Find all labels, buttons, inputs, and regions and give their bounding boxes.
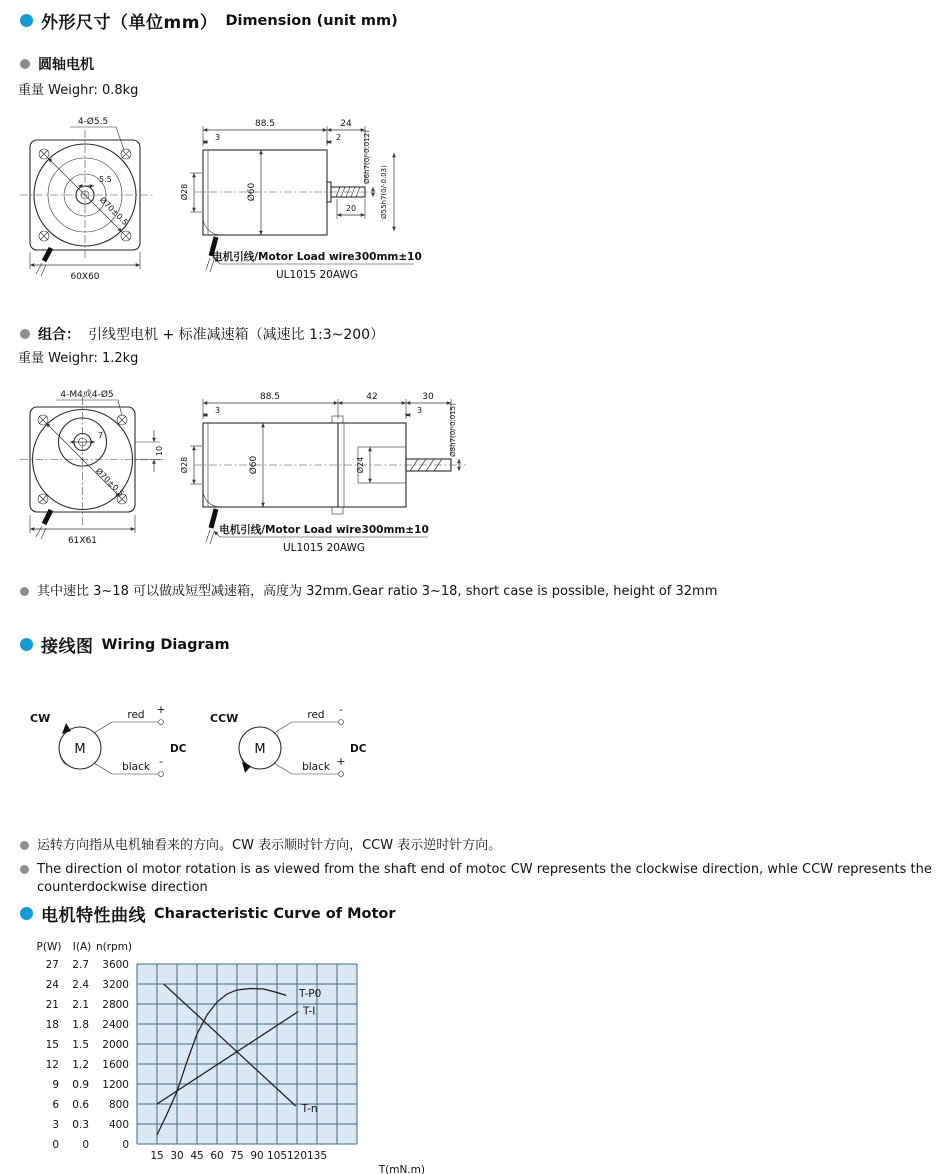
scale-value-i: 1.5: [72, 1039, 89, 1051]
dc-label: DC: [350, 743, 367, 755]
rotation-note-en-text: The direction ol motor rotation is as viewed from the shaft end of motoc CW represents the clockwise direction, whle CCW represents the counterdockwise direction: [37, 862, 932, 895]
motor-symbol: M: [254, 742, 266, 757]
scale-header: I(A): [72, 941, 92, 953]
lead-wire-label-en: UL1015 20AWG: [282, 542, 366, 554]
wiring-cw: [30, 703, 187, 777]
lead-wire-label-zh: 电机引线/Motor Load wire300mm±10: [219, 524, 429, 536]
scale-value-n: 0: [122, 1139, 129, 1151]
combination-subheader: [20, 324, 384, 344]
motor2-front-view: [20, 388, 166, 546]
dim-offset: 5.5: [99, 175, 112, 184]
motor1-side-view: [179, 119, 422, 281]
terminal-sign: -: [339, 703, 343, 716]
ccw-label: CCW: [210, 712, 239, 725]
section-curve-header: [20, 901, 396, 926]
round-shaft-motor-drawing: [18, 112, 428, 297]
motor2-weight: 重量 Weighr: 1.2kg: [18, 351, 139, 366]
rotation-note-en: [20, 861, 940, 896]
dim-square: 60X60: [70, 272, 100, 282]
characteristic-curve-chart: [25, 929, 445, 1174]
gear-ratio-note-text: 其中速比 3~18 可以做成短型减速箱，高度为 32mm.Gear ratio 3~18, short case is possible, height of 32mm: [37, 584, 718, 599]
dim-body-length: 88.5: [259, 392, 281, 402]
scale-value-n: 2000: [102, 1039, 129, 1051]
scale-value-i: 0.9: [72, 1079, 89, 1091]
gray-bullet-icon: [20, 59, 30, 69]
section-title-zh: 接线图: [41, 637, 94, 657]
motor1-front-view: [20, 116, 154, 282]
dim-shaft-length: 30: [422, 392, 434, 402]
x-axis-label: T(mN.m): [378, 1164, 425, 1174]
chart-plot-area: [137, 964, 357, 1144]
dim-lip-right: 3: [417, 406, 423, 415]
dim-lip: 3: [215, 133, 221, 142]
wiring-ccw: [210, 703, 367, 777]
cw-label: CW: [30, 712, 51, 725]
combination-label-rest: 引线型电机 + 标准减速箱（减速比 1:3~200）: [88, 327, 385, 343]
dc-label: DC: [170, 743, 187, 755]
blue-bullet-icon: [20, 638, 33, 651]
scale-value-i: 2.1: [72, 999, 89, 1011]
dim-square: 61X61: [67, 536, 98, 546]
scale-value-i: 0: [82, 1139, 89, 1151]
dim-pilot-tolerance: Ø55h7(0/-0.03): [380, 165, 388, 219]
series-label-T-I: T-I: [303, 1005, 316, 1018]
wiring-diagram: [15, 695, 405, 807]
scale-value-n: 2400: [102, 1019, 129, 1031]
dim-flat-length: 20: [345, 204, 357, 213]
gear-ratio-note: [20, 583, 930, 601]
terminal: [339, 720, 344, 725]
terminal: [159, 720, 164, 725]
round-shaft-motor-label: 圆轴电机: [38, 57, 94, 73]
dim-bolt-holes: 4-M4或4-Ø5: [60, 390, 114, 400]
dim-step: 2: [336, 133, 342, 142]
dim-body-length: 88.5: [254, 119, 276, 129]
terminal: [159, 772, 164, 777]
gray-bullet-icon: [20, 587, 29, 596]
x-tick: 60: [210, 1150, 224, 1162]
x-tick: 90: [250, 1150, 264, 1162]
dim-body-diameter: Ø60: [247, 182, 257, 202]
round-shaft-motor-subheader: [20, 54, 94, 74]
scale-value-n: 800: [108, 1099, 129, 1111]
dim-rear-diameter: Ø28: [180, 183, 189, 201]
rotation-note-zh-text: 运转方向指从电机轴看来的方向。CW 表示顺时针方向，CCW 表示逆时针方向。: [37, 838, 502, 853]
dim-lip-left: 3: [215, 406, 221, 415]
scale-value-n: 2800: [102, 999, 129, 1011]
scale-value-i: 2.7: [72, 959, 89, 971]
scale-value-n: 1200: [102, 1079, 129, 1091]
dim-output-hub-diameter: Ø24: [356, 456, 365, 474]
scale-value-i: 0.6: [72, 1099, 89, 1111]
scale-value-p: 15: [45, 1039, 59, 1051]
motor2-side-view: [179, 392, 466, 554]
red-wire-label: red: [307, 709, 325, 721]
scale-value-p: 21: [45, 999, 59, 1011]
scale-value-p: 3: [52, 1119, 59, 1131]
section-title-en: Characteristic Curve of Motor: [154, 905, 396, 922]
terminal-sign: +: [156, 703, 166, 716]
terminal-sign: +: [336, 755, 346, 768]
section-wiring-header: [20, 632, 230, 657]
red-wire-label: red: [127, 709, 145, 721]
scale-value-i: 1.2: [72, 1059, 89, 1071]
section-dimension-header: [20, 8, 398, 33]
x-tick: 120: [286, 1150, 308, 1162]
combination-label-bold: 组合：: [38, 327, 80, 343]
scale-value-p: 0: [52, 1139, 59, 1151]
series-label-T-n: T-n: [301, 1103, 318, 1115]
series-label-T-P0: T-P0: [299, 988, 322, 1000]
x-tick: 15: [150, 1150, 164, 1162]
scale-value-p: 24: [45, 979, 59, 991]
scale-header: P(W): [36, 941, 62, 953]
dim-rear-diameter: Ø28: [180, 456, 189, 474]
dim-body-diameter: Ø60: [249, 455, 259, 475]
scale-value-p: 18: [45, 1019, 59, 1031]
x-tick: 105: [266, 1150, 288, 1162]
scale-value-i: 0.3: [72, 1119, 89, 1131]
lead-wire: [211, 509, 216, 528]
black-wire-label: black: [302, 761, 330, 773]
gray-bullet-icon: [20, 841, 29, 850]
rotation-arrowhead: [62, 723, 71, 734]
scale-header: n(rpm): [95, 941, 133, 953]
scale-value-n: 3200: [102, 979, 129, 991]
scale-value-p: 6: [52, 1099, 59, 1111]
dim-key: 7: [98, 431, 104, 440]
gear-motor-drawing: [18, 385, 473, 570]
scale-value-p: 9: [52, 1079, 59, 1091]
scale-value-n: 400: [108, 1119, 129, 1131]
motor1-weight: 重量 Weighr: 0.8kg: [18, 83, 139, 98]
section-title-zh: 电机特性曲线: [41, 906, 146, 926]
scale-value-n: 3600: [102, 959, 129, 971]
scale-value-n: 1600: [102, 1059, 129, 1071]
section-title-zh: 外形尺寸（单位mm）: [41, 13, 218, 33]
gray-bullet-icon: [20, 329, 30, 339]
scale-value-p: 27: [45, 959, 59, 971]
dim-shaft-tolerance: Ø8h7(0/-0.015): [449, 403, 457, 457]
section-title-en: Wiring Diagram: [101, 636, 230, 653]
lead-wire-label-zh: 电机引线/Motor Load wire300mm±10: [212, 251, 422, 263]
gray-bullet-icon: [20, 865, 29, 874]
blue-bullet-icon: [20, 907, 33, 920]
scale-value-i: 1.8: [72, 1019, 89, 1031]
x-tick: 75: [230, 1150, 244, 1162]
x-tick: 135: [306, 1150, 328, 1162]
section-title-en: Dimension (unit mm): [225, 12, 398, 29]
dim-pitch-circle: Ø70±0.5: [97, 195, 130, 228]
blue-bullet-icon: [20, 14, 33, 27]
motor-symbol: M: [74, 742, 86, 757]
dim-shaft-offset: 10: [155, 445, 164, 457]
dim-shaft-tolerance: Ø6h7(0/-0.012): [363, 130, 371, 184]
dim-shaft-length: 24: [340, 119, 352, 129]
rotation-note-zh: [20, 837, 930, 855]
x-tick: 45: [190, 1150, 204, 1162]
scale-value-p: 12: [45, 1059, 59, 1071]
x-tick: 30: [170, 1150, 184, 1162]
dim-bolt-holes: 4-Ø5.5: [77, 117, 109, 127]
terminal-sign: -: [159, 755, 163, 768]
terminal: [339, 772, 344, 777]
lead-wire-label-en: UL1015 20AWG: [275, 269, 359, 281]
black-wire-label: black: [122, 761, 150, 773]
scale-value-i: 2.4: [72, 979, 89, 991]
dim-pitch-circle: Ø70±0.5: [93, 466, 126, 499]
dim-gearbox-length: 42: [366, 392, 378, 402]
